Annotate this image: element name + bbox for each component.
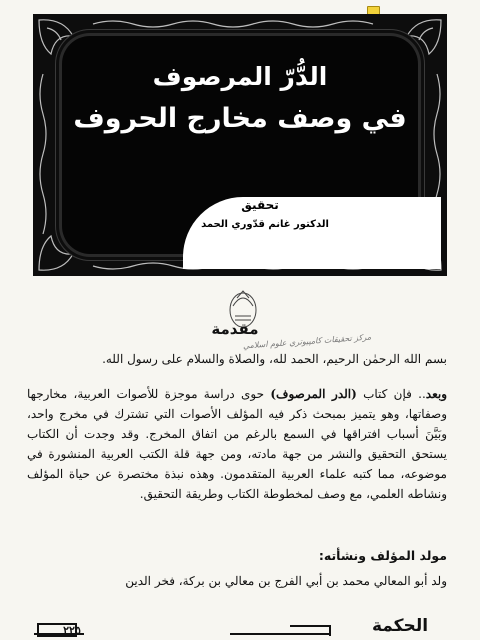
editor-name: الدكتور غانم قدّوري الحمد	[201, 219, 329, 230]
footer-logo-text: الحكمة	[371, 616, 429, 636]
cover-title-line-2: في وصف مخارج الحروف	[73, 103, 407, 134]
section-heading: مولد المؤلف ونشأته:	[318, 548, 447, 563]
lead-separator: .. فإن كتاب	[356, 387, 426, 401]
intro-paragraph: بسم الله الرحمٰن الرحيم، الحمد لله، والصلاة والسلام على رسول الله.	[102, 352, 447, 366]
lead-word: وبعد	[425, 387, 448, 401]
book-title: (الدر المرصوف)	[270, 387, 357, 401]
section-title: مقدمة	[211, 320, 259, 338]
tahqiq-label: تحقيق	[241, 198, 279, 212]
cover-title-line-1: الدُّرّ المرصوف	[152, 62, 328, 91]
body-text: حوى دراسة موجزة للأصوات العربية، مخارجها وصفاتها، وهو يتميز بمبحث ذكر فيه المؤلف الأصوات التي تشترك في مخرج واحد، وبَيَّنَ أسباب افتراقها في السمع بالرغم من اتفاق المخرج. وقد وجدت أن الكتاب يستحق التحقيق والنشر من جهة مادته، ومن جهة قلة الكتب العربية المنشورة في موضوعه، مما كتبه علماء العربية المتقدمون. وهذه نبذة مختصرة عن حياة المؤلف ونشاطه العلمي، مع وصف لمخطوطة الكتاب وطريقة التحقيق.	[27, 387, 447, 501]
page-number: ٢٢٥	[63, 624, 81, 637]
book-cover-image	[33, 14, 447, 276]
watermark-text: مركز تحقيقات كامپيوتري علوم اسلامي	[242, 332, 372, 351]
body-paragraph	[27, 384, 447, 504]
last-line: ولد أبو المعالي محمد بن أبي الفرج بن معالي بن بركة، فخر الدين	[125, 574, 447, 588]
